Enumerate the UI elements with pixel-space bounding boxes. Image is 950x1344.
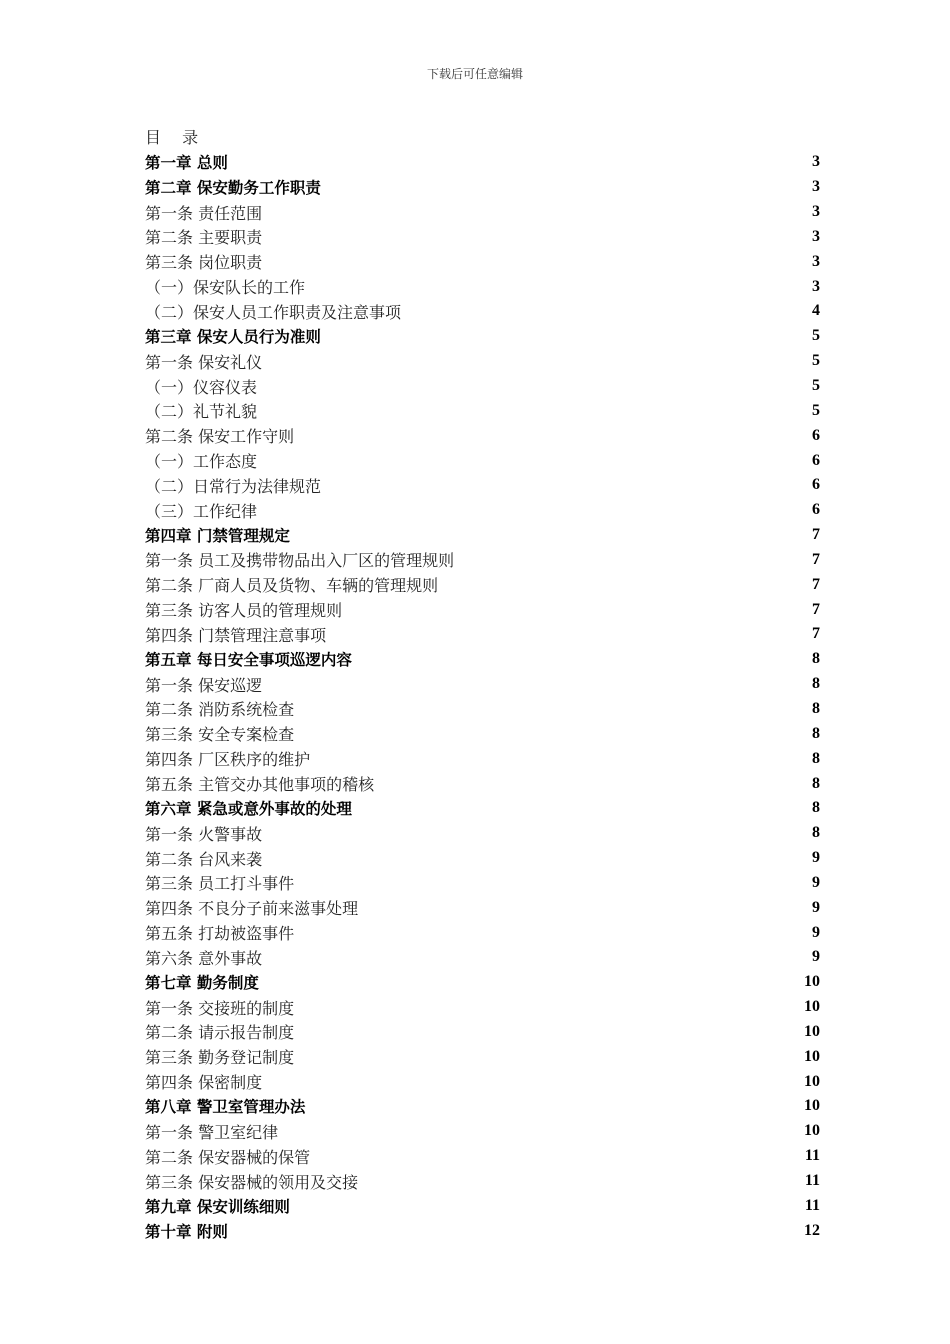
- page-header: 下载后可任意编辑: [426, 67, 523, 81]
- toc-title: 目 录: [145, 128, 207, 147]
- toc-entry-label: （二）保安人员工作职责及注意事项: [145, 302, 402, 322]
- toc-page-number: 9: [812, 923, 820, 941]
- toc-page-number: 12: [804, 1221, 820, 1239]
- toc-item-entry[interactable]: [145, 225, 820, 250]
- toc-entry-label: 第四条 门禁管理注意事项: [145, 625, 327, 645]
- toc-chapter-entry[interactable]: [145, 647, 820, 672]
- toc-item-entry[interactable]: [145, 473, 820, 498]
- toc-item-entry[interactable]: [145, 548, 820, 573]
- toc-item-entry[interactable]: [145, 995, 820, 1020]
- toc-item-entry[interactable]: [145, 597, 820, 622]
- toc-chapter-entry[interactable]: [145, 796, 820, 821]
- toc-page-number: 10: [804, 998, 820, 1016]
- toc-chapter-entry[interactable]: [145, 523, 820, 548]
- toc-item-entry[interactable]: [145, 622, 820, 647]
- toc-page-number: 8: [812, 675, 820, 693]
- toc-page-number: 6: [812, 501, 820, 519]
- toc-entry-label: 第四条 不良分子前来滋事处理: [145, 899, 359, 919]
- toc-item-entry[interactable]: [145, 895, 820, 920]
- toc-item-entry[interactable]: [145, 200, 820, 225]
- toc-item-entry[interactable]: [145, 1020, 820, 1045]
- toc-page-number: 8: [812, 650, 820, 668]
- toc-item-entry[interactable]: [145, 846, 820, 871]
- toc-item-entry[interactable]: [145, 1169, 820, 1194]
- toc-item-entry[interactable]: [145, 746, 820, 771]
- toc-entry-label: 第一条 员工及携带物品出入厂区的管理规则: [145, 551, 455, 571]
- toc-page-number: 10: [804, 1022, 820, 1040]
- toc-entry-label: （一）保安队长的工作: [145, 278, 306, 298]
- toc-entry-label: 第一条 火警事故: [145, 824, 263, 844]
- toc-entry-label: 第一章 总则: [145, 154, 228, 173]
- toc-page-number: 4: [812, 302, 820, 320]
- toc-entry-label: 第八章 警卫室管理办法: [145, 1098, 306, 1117]
- toc-page-number: 3: [812, 252, 820, 270]
- toc-page-number: 9: [812, 849, 820, 867]
- table-of-contents: [145, 125, 820, 1243]
- toc-entry-label: （一）仪容仪表: [145, 377, 258, 397]
- toc-page-number: 3: [812, 178, 820, 196]
- toc-chapter-entry[interactable]: [145, 1193, 820, 1218]
- toc-entry-label: 第二条 主要职责: [145, 228, 263, 248]
- toc-entry-label: 第六章 紧急或意外事故的处理: [145, 800, 352, 819]
- toc-item-entry[interactable]: [145, 299, 820, 324]
- toc-page-number: 7: [812, 625, 820, 643]
- toc-entry-label: 第三条 安全专案检查: [145, 725, 295, 745]
- toc-entry-label: 第二条 厂商人员及货物、车辆的管理规则: [145, 576, 439, 596]
- toc-entry-label: （三）工作纪律: [145, 501, 258, 521]
- toc-page-number: 9: [812, 898, 820, 916]
- toc-entry-label: （一）工作态度: [145, 452, 258, 472]
- toc-item-entry[interactable]: [145, 423, 820, 448]
- toc-page-number: 8: [812, 824, 820, 842]
- toc-entry-label: 第三条 勤务登记制度: [145, 1048, 295, 1068]
- toc-page-number: 5: [812, 352, 820, 370]
- toc-entry-label: 第九章 保安训练细则: [145, 1197, 290, 1216]
- toc-entry-label: 第一条 责任范围: [145, 203, 263, 223]
- toc-page-number: 6: [812, 426, 820, 444]
- toc-page-number: 8: [812, 724, 820, 742]
- toc-page-number: 7: [812, 550, 820, 568]
- toc-entry-label: 第一条 警卫室纪律: [145, 1122, 279, 1142]
- toc-page-number: 10: [804, 1122, 820, 1140]
- toc-entry-label: 第三条 访客人员的管理规则: [145, 601, 343, 621]
- toc-page-number: 5: [812, 377, 820, 395]
- toc-item-entry[interactable]: [145, 1144, 820, 1169]
- toc-page-number: 3: [812, 203, 820, 221]
- toc-item-entry[interactable]: [145, 721, 820, 746]
- toc-item-entry[interactable]: [145, 870, 820, 895]
- toc-item-entry[interactable]: [145, 672, 820, 697]
- toc-entry-label: 第三条 员工打斗事件: [145, 874, 295, 894]
- toc-item-entry[interactable]: [145, 1044, 820, 1069]
- toc-item-entry[interactable]: [145, 249, 820, 274]
- toc-list: [145, 150, 820, 1243]
- toc-page-number: 3: [812, 153, 820, 171]
- toc-item-entry[interactable]: [145, 1119, 820, 1144]
- toc-page-number: 3: [812, 227, 820, 245]
- toc-item-entry[interactable]: [145, 349, 820, 374]
- toc-page-number: 11: [804, 1196, 820, 1214]
- toc-entry-label: 第七章 勤务制度: [145, 974, 259, 993]
- toc-page-number: 5: [812, 401, 820, 419]
- toc-entry-label: 第一条 保安礼仪: [145, 352, 263, 372]
- toc-chapter-entry[interactable]: [145, 324, 820, 349]
- toc-page-number: 8: [812, 699, 820, 717]
- toc-item-entry[interactable]: [145, 448, 820, 473]
- toc-page-number: 9: [812, 873, 820, 891]
- toc-entry-label: 第二条 消防系统检查: [145, 700, 295, 720]
- toc-item-entry[interactable]: [145, 821, 820, 846]
- toc-entry-label: 第三条 岗位职责: [145, 253, 263, 273]
- toc-item-entry[interactable]: [145, 697, 820, 722]
- toc-item-entry[interactable]: [145, 274, 820, 299]
- toc-entry-label: 第十章 附则: [145, 1222, 228, 1241]
- toc-entry-label: （二）日常行为法律规范: [145, 476, 322, 496]
- toc-entry-label: 第三章 保安人员行为准则: [145, 328, 321, 347]
- toc-item-entry[interactable]: [145, 945, 820, 970]
- toc-entry-label: 第五条 打劫被盗事件: [145, 924, 295, 944]
- toc-entry-label: 第四条 厂区秩序的维护: [145, 750, 311, 770]
- toc-page-number: 5: [812, 327, 820, 345]
- toc-entry-label: 第二条 请示报告制度: [145, 1023, 295, 1043]
- toc-item-entry[interactable]: [145, 398, 820, 423]
- toc-entry-label: 第五章 每日安全事项巡逻内容: [145, 651, 352, 670]
- toc-page-number: 7: [812, 600, 820, 618]
- toc-page-number: 7: [812, 526, 820, 544]
- toc-chapter-entry[interactable]: [145, 970, 820, 995]
- toc-entry-label: 第二条 保安工作守则: [145, 427, 295, 447]
- toc-entry-label: 第四条 保密制度: [145, 1073, 263, 1093]
- toc-entry-label: 第六条 意外事故: [145, 948, 263, 968]
- toc-page-number: 6: [812, 451, 820, 469]
- toc-page-number: 7: [812, 575, 820, 593]
- toc-page-number: 10: [804, 1047, 820, 1065]
- toc-entry-label: 第五条 主管交办其他事项的稽核: [145, 775, 375, 795]
- toc-entry-label: （二）礼节礼貌: [145, 402, 258, 422]
- toc-chapter-entry[interactable]: [145, 175, 820, 200]
- toc-page-number: 3: [812, 277, 820, 295]
- toc-entry-label: 第一条 交接班的制度: [145, 998, 295, 1018]
- toc-chapter-entry[interactable]: [145, 1094, 820, 1119]
- toc-item-entry[interactable]: [145, 374, 820, 399]
- toc-item-entry[interactable]: [145, 920, 820, 945]
- toc-page-number: 10: [804, 1097, 820, 1115]
- toc-entry-label: 第二条 台风来袭: [145, 849, 263, 869]
- toc-page-number: 6: [812, 476, 820, 494]
- toc-page-number: 11: [804, 1147, 820, 1165]
- toc-item-entry[interactable]: [145, 572, 820, 597]
- toc-entry-label: 第二章 保安勤务工作职责: [145, 179, 321, 198]
- toc-chapter-entry[interactable]: [145, 1218, 820, 1243]
- toc-page-number: 8: [812, 799, 820, 817]
- toc-item-entry[interactable]: [145, 1069, 820, 1094]
- toc-chapter-entry[interactable]: [145, 150, 820, 175]
- toc-page-number: 10: [804, 973, 820, 991]
- toc-page-number: 11: [804, 1172, 820, 1190]
- toc-entry-label: 第四章 门禁管理规定: [145, 527, 290, 546]
- toc-item-entry[interactable]: [145, 771, 820, 796]
- toc-page-number: 10: [804, 1072, 820, 1090]
- toc-entry-label: 第三条 保安器械的领用及交接: [145, 1172, 359, 1192]
- toc-page-number: 9: [812, 948, 820, 966]
- toc-entry-label: 第一条 保安巡逻: [145, 675, 263, 695]
- toc-item-entry[interactable]: [145, 498, 820, 523]
- toc-page-number: 8: [812, 774, 820, 792]
- toc-entry-label: 第二条 保安器械的保管: [145, 1147, 311, 1167]
- toc-page-number: 8: [812, 749, 820, 767]
